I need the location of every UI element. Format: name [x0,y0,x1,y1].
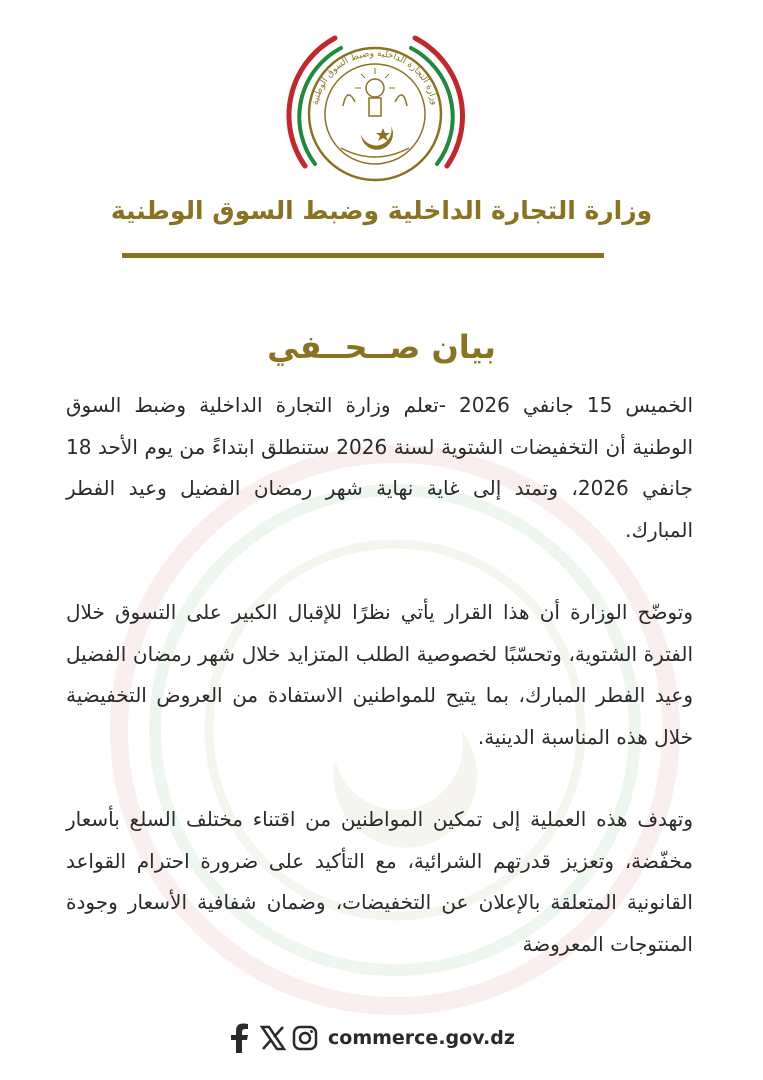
instagram-icon[interactable] [292,1023,318,1053]
press-release-body [66,385,693,1006]
website-link[interactable]: commerce.gov.dz [328,1027,515,1049]
facebook-icon[interactable] [228,1023,254,1053]
header-divider [122,253,604,258]
ministry-name: وزارة التجارة الداخلية وضبط السوق الوطنية [110,196,653,225]
paragraph: الخميس 15 جانفي 2026 -تعلم وزارة التجارة الداخلية وضبط السوق الوطنية أن التخفيضات الشتوية لسنة 2026 ستنطلق ابتداءً من يوم الأحد 18 جانفي 2026، وتمتد إلى غاية نهاية شهر رمضان الفضيل وعيد الفطر المبارك. [66,393,694,542]
footer-social [228,1014,515,1062]
svg-text:وزارة التجارة الداخلية وضبط ال: وزارة التجارة الداخلية وضبط السوق الوطنية [310,48,440,106]
paragraph: وتوضّح الوزارة أن هذا القرار يأتي نظرًا للإقبال الكبير على التسوق خلال الفترة الشتوية، وتحسّبًا لخصوصية الطلب المتزايد خلال شهر رمضان الفضيل وعيد الفطر المبارك، بما يتيح للمواطنين الاستفادة من العروض التخفيضية خلال هذه المناسبة الدينية. [66,600,693,749]
document-title: بيان صــحــفي [267,328,496,366]
x-icon[interactable] [260,1023,286,1053]
paragraph: وتهدف هذه العملية إلى تمكين المواطنين من اقتناء مختلف السلع بأسعار مخفّضة، وتعزيز قدرتهم الشرائية، مع التأكيد على ضرورة احترام القواعد القانونية المتعلقة بالإعلان عن التخفيضات، وضمان شفافية الأسعار وجودة المنتوجات المعروضة [66,807,693,956]
ministry-seal [275,16,475,196]
